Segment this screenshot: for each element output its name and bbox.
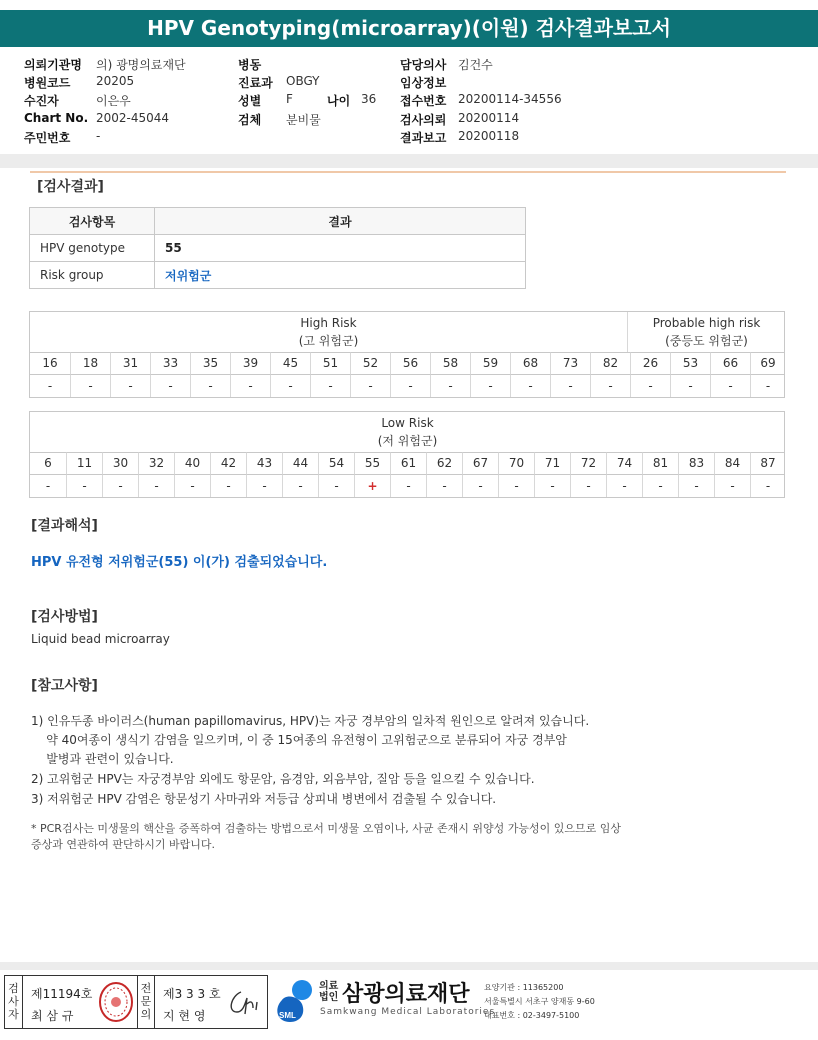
info-label: 담당의사 <box>400 58 447 72</box>
summary-table <box>29 207 526 289</box>
genotype-label: 70 <box>498 452 534 474</box>
section-result-title: [검사결과] <box>37 179 104 195</box>
info-label: 성별 <box>238 94 262 108</box>
info-label: 검사의뢰 <box>400 113 447 127</box>
genotype-label: 44 <box>282 452 318 474</box>
genotype-label: 61 <box>390 452 426 474</box>
summary-result: 55 <box>155 235 526 262</box>
genotype-result: - <box>750 374 785 397</box>
genotype-label: 52 <box>350 352 390 374</box>
high-risk-grid <box>29 311 785 398</box>
genotype-result: - <box>570 474 606 497</box>
info-value: F <box>286 92 293 106</box>
contact-code: 요양기관 : 11365200 <box>484 983 564 992</box>
genotype-result: - <box>282 474 318 497</box>
genotype-label: 26 <box>630 352 670 374</box>
genotype-result: - <box>210 474 246 497</box>
genotype-result: - <box>750 474 785 497</box>
examiner-number: 제11194호 <box>31 987 93 1001</box>
genotype-label: 45 <box>270 352 310 374</box>
genotype-result: - <box>30 374 70 397</box>
genotype-result: - <box>498 474 534 497</box>
contact-phone: 대표번호 : 02-3497-5100 <box>484 1011 580 1020</box>
reference-line: 1) 인유두종 바이러스(human papillomavirus, HPV)는 자궁 경부암의 일차적 원인으로 알려져 있습니다. <box>31 714 590 728</box>
low-risk-subtitle: (저 위험군) <box>377 434 438 448</box>
summary-result: 저위험군 <box>155 262 526 289</box>
genotype-result: - <box>714 474 750 497</box>
summary-item: HPV genotype <box>30 235 155 262</box>
genotype-result: - <box>102 474 138 497</box>
info-value: 20205 <box>96 74 135 88</box>
genotype-label: 16 <box>30 352 70 374</box>
high-risk-header <box>30 312 627 352</box>
genotype-label: 66 <box>710 352 750 374</box>
summary-header-item: 검사항목 <box>30 208 155 235</box>
info-value: 김건수 <box>458 58 493 72</box>
info-label: 병원코드 <box>24 76 71 90</box>
genotype-label: 54 <box>318 452 354 474</box>
genotype-label: 6 <box>30 452 66 474</box>
summary-item: Risk group <box>30 262 155 289</box>
genotype-label: 31 <box>110 352 150 374</box>
genotype-result: - <box>642 474 678 497</box>
genotype-result: - <box>510 374 550 397</box>
info-label: 결과보고 <box>400 131 447 145</box>
genotype-result: - <box>534 474 570 497</box>
genotype-label: 33 <box>150 352 190 374</box>
probable-risk-subtitle: (중등도 위험군) <box>665 334 748 348</box>
info-value: OBGY <box>286 74 320 88</box>
org-name: 삼광의료재단 <box>342 982 470 1007</box>
genotype-result: - <box>150 374 190 397</box>
genotype-result: - <box>462 474 498 497</box>
footer-divider <box>0 962 818 970</box>
genotype-result: - <box>670 374 710 397</box>
genotype-label: 73 <box>550 352 590 374</box>
reference-line: 발병과 관련이 있습니다. <box>31 752 174 766</box>
genotype-label: 18 <box>70 352 110 374</box>
org-prefix: 의료법인 <box>319 981 339 1003</box>
info-value: 의) 광명의료재단 <box>96 58 186 72</box>
sml-logo-icon <box>272 978 318 1026</box>
genotype-result: - <box>66 474 102 497</box>
genotype-label: 69 <box>750 352 785 374</box>
genotype-label: 55 <box>354 452 390 474</box>
info-label: 임상정보 <box>400 76 447 90</box>
genotype-result: - <box>590 374 630 397</box>
genotype-label: 84 <box>714 452 750 474</box>
genotype-result: - <box>270 374 310 397</box>
genotype-result: - <box>390 474 426 497</box>
method-text: Liquid bead microarray <box>31 632 170 646</box>
info-label: 나이 <box>327 94 351 108</box>
info-label: 접수번호 <box>400 94 447 108</box>
genotype-result: - <box>174 474 210 497</box>
note-line: 증상과 연관하여 판단하시기 바랍니다. <box>31 838 216 851</box>
genotype-result: - <box>606 474 642 497</box>
specialist-number: 제3 3 3 호 <box>163 987 221 1001</box>
genotype-label: 81 <box>642 452 678 474</box>
low-risk-grid <box>29 411 785 498</box>
genotype-result: - <box>70 374 110 397</box>
info-value: 20200118 <box>458 129 520 143</box>
signature-box <box>4 975 268 1029</box>
signature-icon <box>223 986 263 1020</box>
summary-header-result: 결과 <box>155 208 526 235</box>
accent-line <box>30 171 786 173</box>
section-method-title: [검사방법] <box>31 609 98 625</box>
genotype-result: - <box>110 374 150 397</box>
genotype-result: - <box>630 374 670 397</box>
genotype-label: 83 <box>678 452 714 474</box>
genotype-label: 68 <box>510 352 550 374</box>
genotype-result: - <box>230 374 270 397</box>
genotype-label: 51 <box>310 352 350 374</box>
genotype-label: 67 <box>462 452 498 474</box>
genotype-result: - <box>318 474 354 497</box>
info-label: 주민번호 <box>24 131 71 145</box>
table-row <box>30 235 526 262</box>
org-english-name: Samkwang Medical Laboratories <box>320 1007 496 1017</box>
genotype-result: - <box>426 474 462 497</box>
examiner-name: 최 삼 규 <box>31 1009 74 1023</box>
genotype-result: - <box>710 374 750 397</box>
info-value: 20200114-34556 <box>458 92 562 106</box>
info-label: 수진자 <box>24 94 59 108</box>
low-risk-title: Low Risk <box>381 416 434 430</box>
genotype-label: 40 <box>174 452 210 474</box>
genotype-result: - <box>390 374 430 397</box>
genotype-result: - <box>350 374 390 397</box>
info-label: 검체 <box>238 113 262 127</box>
note-line: * PCR검사는 미생물의 핵산을 증폭하여 검출하는 방법으로서 미생물 오염이나, 사균 존재시 위양성 가능성이 있으므로 임상 <box>31 822 621 835</box>
genotype-label: 87 <box>750 452 785 474</box>
info-label: 병동 <box>238 58 262 72</box>
examiner-label: 검사자 <box>5 976 23 1028</box>
genotype-label: 58 <box>430 352 470 374</box>
genotype-result: - <box>310 374 350 397</box>
info-value: 분비물 <box>286 113 321 127</box>
info-value: - <box>96 129 101 143</box>
genotype-result: - <box>138 474 174 497</box>
info-value: 20200114 <box>458 111 520 125</box>
probable-risk-header <box>627 312 785 352</box>
interpretation-text: HPV 유전형 저위험군(55) 이(가) 검출되었습니다. <box>31 555 328 570</box>
info-value: 2002-45044 <box>96 111 170 125</box>
reference-line: 2) 고위험군 HPV는 자궁경부암 외에도 항문암, 음경암, 외음부암, 질암 등을 일으킬 수 있습니다. <box>31 772 535 786</box>
contact-address: 서울특별시 서초구 양재동 9-60 <box>484 997 595 1006</box>
genotype-result: - <box>430 374 470 397</box>
genotype-label: 56 <box>390 352 430 374</box>
svg-text:SML: SML <box>279 1011 296 1020</box>
genotype-label: 43 <box>246 452 282 474</box>
examiner-seal-icon <box>97 981 135 1023</box>
genotype-label: 11 <box>66 452 102 474</box>
genotype-label: 42 <box>210 452 246 474</box>
genotype-label: 35 <box>190 352 230 374</box>
genotype-result: - <box>30 474 66 497</box>
genotype-result: + <box>354 474 390 497</box>
specialist-name: 지 현 영 <box>163 1009 206 1023</box>
genotype-result: - <box>678 474 714 497</box>
genotype-label: 30 <box>102 452 138 474</box>
genotype-result: - <box>246 474 282 497</box>
info-label: 진료과 <box>238 76 273 90</box>
info-divider <box>0 154 818 168</box>
genotype-result: - <box>190 374 230 397</box>
genotype-label: 39 <box>230 352 270 374</box>
info-value: 36 <box>361 92 377 106</box>
genotype-label: 59 <box>470 352 510 374</box>
info-value: 이은우 <box>96 94 131 108</box>
report-title: HPV Genotyping(microarray)(이원) 검사결과보고서 <box>0 10 818 47</box>
genotype-label: 71 <box>534 452 570 474</box>
section-reference-title: [참고사항] <box>31 678 98 694</box>
info-label: Chart No. <box>24 111 89 125</box>
high-risk-title: High Risk <box>300 316 357 330</box>
genotype-label: 53 <box>670 352 710 374</box>
genotype-label: 72 <box>570 452 606 474</box>
genotype-label: 82 <box>590 352 630 374</box>
probable-risk-title: Probable high risk <box>652 316 761 330</box>
section-interpretation-title: [결과해석] <box>31 518 98 534</box>
specialist-label: 전문의 <box>137 976 155 1028</box>
genotype-result: - <box>470 374 510 397</box>
high-risk-subtitle: (고 위험군) <box>298 334 359 348</box>
genotype-label: 74 <box>606 452 642 474</box>
info-label: 의뢰기관명 <box>24 58 82 72</box>
table-row <box>30 262 526 289</box>
genotype-label: 62 <box>426 452 462 474</box>
genotype-label: 32 <box>138 452 174 474</box>
low-risk-header <box>30 412 785 452</box>
reference-line: 3) 저위험군 HPV 감염은 항문성기 사마귀와 저등급 상피내 병변에서 검출될 수 있습니다. <box>31 792 497 806</box>
reference-line: 약 40여종이 생식기 감염을 일으키며, 이 중 15여종의 유전형이 고위험군으로 분류되어 자궁 경부암 <box>31 733 567 747</box>
genotype-result: - <box>550 374 590 397</box>
